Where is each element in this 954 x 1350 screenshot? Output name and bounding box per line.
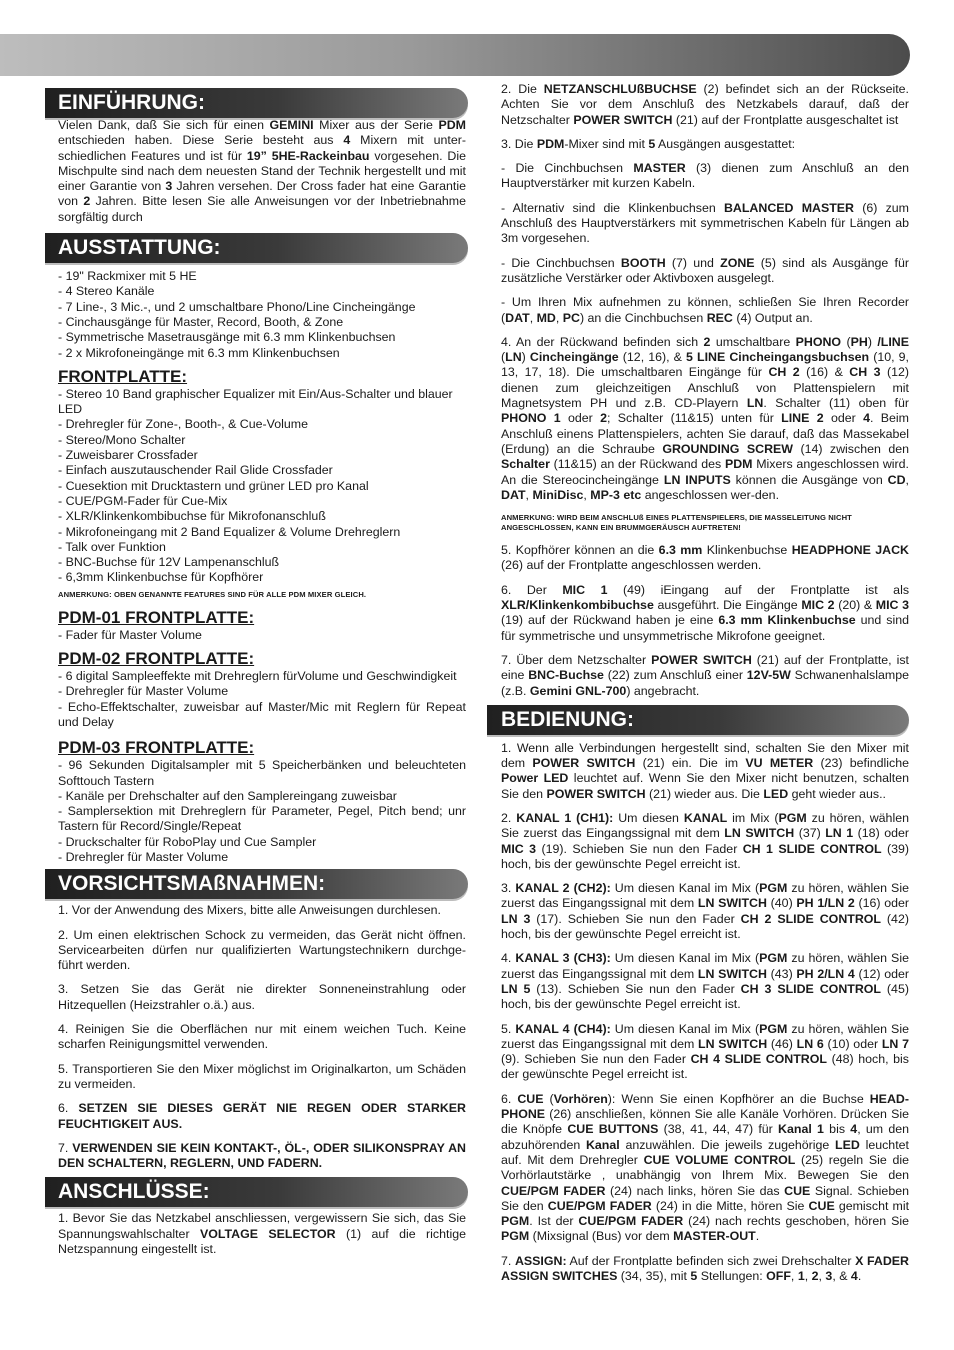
paragraph: 5. Kopfhörer können an die 6.3 mm Klinkenbuchse HEADPHONE JACK (26) auf der Frontplatte angeschlossen werden. bbox=[501, 543, 909, 573]
list-item: - 2 x Mikrofoneingänge mit 6.3 mm Klinkenbuchsen bbox=[58, 345, 340, 360]
section-heading-vorsicht: VORSICHTSMAßNAHMEN: bbox=[45, 869, 468, 899]
bold-text: PH 1/LN 2 bbox=[796, 896, 855, 911]
bold-text: LN 5 bbox=[501, 981, 531, 996]
bold-text: PGM bbox=[759, 951, 788, 966]
bold-text: CUE bbox=[784, 1183, 811, 1198]
list-item: - Symmetrische Masetrausgänge mit 6.3 mm Klinkenbuchsen bbox=[58, 330, 396, 345]
bold-text: LN SWITCH bbox=[698, 1036, 768, 1051]
subheading-pdm02: PDM-02 FRONTPLATTE: bbox=[58, 649, 255, 669]
list-item: - 6 digital Sampleeffekte mit Drehreglern fürVolume und Geschwindigkeit bbox=[58, 669, 457, 684]
bold-text: 3 bbox=[825, 1269, 833, 1283]
bold-text: Gemini GNL-700 bbox=[529, 683, 627, 698]
paragraph: 6. CUE (Vorhören): Wenn Sie einen Kopfhörer an die Buchse HEAD-PHONE (26) anschließen, können Sie alle Kanäle Vorhören. Drücken Sie die Knöpfe CUE BUTTONS (38, 41, 44, 47) für Kanal 1 bis 4, um den abzuhörenden Kanal anzuwählen. Die jeweils zugehörige LED leuchtet auf. Mit dem Drehregler CUE VOLUME CONTROL (25) regeln Sie die Vorhörlautstärke , unabhängig von Ihrem Mix. Bewegen Sie den CUE/PGM FADER (24) nach links, hören Sie das CUE Signal. Schieben Sie den CUE/PGM FADER (24) in die Mitte, hören Sie CUE gemischt mit PGM. Ist der CUE/PGM FADER (24) nach rechts geschoben, hören Sie PGM (Mixsignal (Bus) vor dem MASTER-OUT. bbox=[501, 1091, 910, 1244]
subheading-frontplatte: FRONTPLATTE: bbox=[58, 366, 188, 386]
bold-text: PC bbox=[562, 310, 580, 325]
bold-text: MP-3 etc bbox=[590, 487, 642, 502]
list-item: - Stereo/Mono Schalter bbox=[58, 432, 186, 447]
pdm02-list bbox=[58, 669, 466, 730]
bold-text: NETZANSCHLUßBUCHSE bbox=[543, 82, 697, 96]
bold-text: LN 1 bbox=[825, 826, 854, 841]
bold-text: Cincheingänge bbox=[529, 350, 619, 365]
bold-text: X FADER ASSIGN SWITCHES bbox=[501, 1253, 910, 1283]
paragraph: 1. Bevor Sie das Netzkabel anschliessen, vergewissern Sie sich, das Sie Spannungswahlschalter VOLTAGE SELECTOR (1) auf die richtige Netzspannung eingestellt ist. bbox=[58, 1211, 466, 1257]
bold-text: PDM bbox=[536, 136, 565, 151]
bold-text: CH 3 SLIDE CONTROL bbox=[740, 981, 881, 996]
list-item: - 4 Stereo Kanäle bbox=[58, 284, 155, 299]
anschluesse-cont-paragraphs bbox=[501, 82, 909, 503]
bold-text: PHONO bbox=[795, 334, 842, 349]
bold-text: GEMINI bbox=[269, 118, 314, 132]
vorsicht-paragraphs bbox=[58, 903, 466, 1171]
bold-text: CH 3 bbox=[849, 365, 881, 380]
paragraph: 3. KANAL 2 (CH2): Um diesen Kanal im Mix (PGM zu hören, wählen Sie zuerst das Eingangssignal mit dem LN SWITCH (40) PH 1/LN 2 (16) oder LN 3 (17). Schieben Sie nun den Fader CH 2 SLIDE CONTROL (42) hoch, bis der gewünschte Pegel erreicht ist. bbox=[501, 881, 909, 942]
bold-text: 5 bbox=[648, 136, 656, 151]
paragraph: 4. An der Rückwand befinden sich 2 umschaltbare PHONO (PH) /LINE (LN) Cincheingänge (12, 16), & 5 LINE Cincheingangsbuchsen (10, 9, 13, 17, 18). Die umschaltbaren Eingänge für CH 2 (16) & CH 3 (12) dienen zum gleichzeitigen Anschluß von Plattenspielern mit Magnetsystem PH und z.B. CD-Playern LN. Schalter (11) oben für PHONO 1 oder 2; Schalter (11&15) unten für LINE 2 oder 4. Beim Anschluß einens Plattenspielers, achten Sie darauf, daß das Massekabel (Erdung) an die Schraube GROUNDING SCREW (14) zwischen den Schalter (11&15) an der Rückwand des PDM Mixers angeschlossen wird. An die Stereocincheingänge LN INPUTS können die Ausgänge von CD, DAT, MiniDisc, MP-3 etc angeschlossen wer-den. bbox=[501, 334, 910, 502]
bold-text: PGM bbox=[501, 1229, 530, 1244]
bold-text: 4 bbox=[850, 1122, 858, 1137]
paragraph: 2. Die NETZANSCHLUßBUCHSE (2) befindet sich an der Rückseite. Achten Sie vor dem Anschluß des Netzkabels darauf, daß der Netzschalter POWER SWITCH (21) auf der Frontplatte ausgeschaltet ist bbox=[501, 82, 910, 127]
paragraph: 2. KANAL 1 (CH1): Um diesen KANAL im Mix (PGM zu hören, wählen Sie zuerst das Eingangssignal mit dem LN SWITCH (37) LN 1 (18) oder MIC 3 (19). Schieben Sie nun den Fader CH 1 SLIDE CONTROL (39) hoch, bis der gewünschte Pegel erreicht ist. bbox=[501, 810, 909, 871]
bold-text: PGM bbox=[759, 1021, 788, 1036]
bold-text: CH 2 SLIDE CONTROL bbox=[740, 911, 881, 926]
bold-text: Power LED bbox=[501, 771, 569, 786]
paragraph: 1. Vor der Anwendung des Mixers, bitte alle Anweisungen durchlesen. bbox=[58, 903, 441, 918]
bold-text: BNC-Buchse bbox=[528, 668, 604, 683]
bold-text: CH 2 bbox=[768, 365, 800, 380]
bold-text: MD bbox=[536, 310, 556, 325]
bold-text: GROUNDING SCREW bbox=[662, 441, 793, 456]
bold-text: 2 bbox=[811, 1269, 819, 1283]
bold-text: 5 bbox=[690, 1269, 698, 1283]
bold-text: KANAL 3 (CH3): bbox=[515, 951, 611, 966]
pdm03-list bbox=[58, 758, 466, 865]
bold-text: LED bbox=[835, 1137, 860, 1152]
bold-text: OFF bbox=[766, 1269, 791, 1283]
bold-text: CUE BUTTONS bbox=[567, 1122, 659, 1137]
bold-text: PGM bbox=[759, 881, 788, 896]
bold-text: KANAL 2 (CH2): bbox=[515, 881, 611, 896]
bold-text: CUE bbox=[808, 1198, 835, 1213]
list-item: - CUE/PGM-Fader für Cue-Mix bbox=[58, 493, 228, 508]
bold-text: 2 bbox=[83, 194, 91, 209]
bold-text: BOOTH bbox=[620, 255, 666, 270]
left-column bbox=[58, 88, 466, 1257]
bold-text: 3 bbox=[165, 179, 173, 194]
section-heading-bedienung: BEDIENUNG: bbox=[487, 705, 909, 735]
bold-text: MIC 3 bbox=[875, 598, 909, 613]
bold-text: CUE/PGM FADER bbox=[501, 1183, 606, 1198]
list-item: - XLR/Klinkenkombibuchse für Mikrofonanschluß bbox=[58, 509, 326, 524]
paragraph: 6. SETZEN SIE DIESES GERÄT NIE REGEN ODER STARKER FEUCHTIGKEIT AUS. bbox=[58, 1101, 467, 1131]
bold-text: 12V-5W bbox=[746, 668, 791, 683]
bold-text: LN SWITCH bbox=[697, 966, 767, 981]
frontplatte-note: ANMERKUNG: OBEN GENANNTE FEATURES SIND FÜR ALLE PDM MIXER GLEICH. bbox=[58, 589, 367, 599]
paragraph: - Um Ihren Mix aufnehmen zu können, schließen Sie Ihren Recorder (DAT, MD, PC) an die Cinchbuchsen REC (4) Output an. bbox=[501, 295, 909, 325]
list-item: - Einfach auszutauschender Rail Glide Crossfader bbox=[58, 463, 333, 478]
bold-text: CUE VOLUME CONTROL bbox=[643, 1152, 796, 1167]
bold-text: CUE/PGM FADER bbox=[578, 1214, 684, 1229]
bold-text: REC bbox=[706, 310, 733, 325]
bold-text: LN SWITCH bbox=[697, 896, 767, 911]
bold-text: Schalter bbox=[501, 457, 550, 472]
bold-text: PH 2/LN 4 bbox=[796, 966, 855, 981]
list-item: - 96 Sekunden Digitalsampler mit 5 Speicherbänken und beleuchteten Softtouch Tastern bbox=[58, 758, 466, 788]
paragraph: 7. VERWENDEN SIE KEIN KONTAKT-, ÖL-, ODER SILIKONSPRAY AN DEN SCHALTERN, REGLERN, UND FADERN. bbox=[58, 1140, 466, 1171]
bold-text: ASSIGN: bbox=[514, 1253, 567, 1268]
bold-text: PH bbox=[850, 334, 868, 349]
bold-text: POWER SWITCH bbox=[573, 112, 673, 127]
list-item: - Mikrofoneingang mit 2 Band Equalizer & Volume Drehreglern bbox=[58, 524, 401, 539]
bold-text: 2 bbox=[600, 411, 608, 426]
list-item: - Drehregler für Master Volume bbox=[58, 684, 229, 699]
bold-text: LN 7 bbox=[881, 1036, 909, 1051]
paragraph: 3. Die PDM-Mixer sind mit 5 Ausgängen ausgestattet: bbox=[501, 136, 796, 151]
bold-text: DAT bbox=[505, 310, 530, 325]
bold-text: LN 3 bbox=[501, 911, 531, 926]
bold-text: VOLTAGE SELECTOR bbox=[199, 1226, 336, 1241]
list-item: - Fader für Master Volume bbox=[58, 627, 202, 642]
bold-text: 1 bbox=[797, 1269, 805, 1283]
list-item: - 7 Line-, 3 Mic.-, und 2 umschaltbare Phono/Line Cincheingänge bbox=[58, 299, 416, 314]
paragraph: 5. Transportieren Sie den Mixer möglichst im Originalkarton, um Schäden zu vermeiden. bbox=[58, 1061, 466, 1091]
bold-text: 4 bbox=[850, 1269, 858, 1283]
bold-text: 4 bbox=[343, 133, 351, 148]
paragraph: 7. Über dem Netzschalter POWER SWITCH (21) auf der Frontplatte, ist eine BNC-Buchse (22) zum Anschluß einer 12V-5W Schwanenhalslampe (z.B. Gemini GNL-700) angebracht. bbox=[501, 652, 909, 698]
bold-text: DAT bbox=[501, 487, 526, 502]
bold-text: LN bbox=[505, 350, 522, 365]
list-item: - Cuesektion mit Drucktastern und grüner LED pro Kanal bbox=[58, 478, 369, 493]
paragraph: - Die Cinchbuchsen MASTER (3) dienen zum Anschluß an den Hauptverstärker mit kurzen Kabeln. bbox=[501, 161, 909, 191]
bold-text: POWER SWITCH bbox=[651, 652, 752, 667]
bold-text: HEAD-PHONE bbox=[501, 1091, 909, 1122]
bold-text: LN bbox=[746, 396, 764, 411]
bold-text: KANAL 1 (CH1): bbox=[516, 810, 614, 825]
paragraph: 7. ASSIGN: Auf der Frontplatte befinden sich zwei Drehschalter X FADER ASSIGN SWITCHES (34, 35), mit 5 Stellungen: OFF, 1, 2, 3, & 4. bbox=[501, 1253, 910, 1283]
bold-text: 6.3 mm bbox=[658, 543, 703, 558]
frontplatte-list bbox=[58, 387, 466, 586]
list-item: - 6,3mm Klinkenbuchse für Kopfhörer bbox=[58, 570, 264, 585]
list-item: - Echo-Effektschalter, zuweisbar auf Master/Mic mit Reglern für Repeat und Delay bbox=[58, 699, 466, 729]
bedienung-paragraphs bbox=[501, 741, 909, 1285]
bold-text: Kanal bbox=[585, 1137, 620, 1152]
anschluesse-paragraphs bbox=[58, 1211, 466, 1257]
bold-text: 2 bbox=[703, 334, 711, 349]
bold-text: MiniDisc bbox=[532, 487, 584, 502]
list-item: - BNC-Buchse für 12V Lampenanschluß bbox=[58, 555, 280, 570]
bold-text: PGM bbox=[501, 1214, 530, 1229]
bold-text: CUE bbox=[517, 1091, 544, 1106]
bold-text: CH 1 SLIDE CONTROL bbox=[742, 841, 882, 856]
bold-text: 6.3 mm Klinkenbuchse bbox=[718, 613, 856, 628]
pdm01-list bbox=[58, 628, 466, 643]
list-item: - Samplersektion mit Drehreglern für Parameter, Pegel, Pitch bend; unr Tastern für Record/Single/Repeat bbox=[58, 804, 466, 834]
header-bar bbox=[0, 34, 910, 76]
bold-text: PGM bbox=[778, 810, 807, 825]
bold-text: LINE 2 bbox=[781, 411, 824, 426]
subheading-pdm01: PDM-01 FRONTPLATTE: bbox=[58, 607, 255, 627]
bold-text: POWER SWITCH bbox=[532, 756, 636, 771]
section-heading-einfuehrung: EINFÜHRUNG: bbox=[45, 88, 468, 118]
list-item: - Talk over Funktion bbox=[58, 539, 166, 554]
bold-text: KANAL bbox=[683, 810, 728, 825]
paragraph: 4. KANAL 3 (CH3): Um diesen Kanal im Mix (PGM zu hören, wählen Sie zuerst das Eingangssignal mit dem LN SWITCH (43) PH 2/LN 4 (12) oder LN 5 (13). Schieben Sie nun den Fader CH 3 SLIDE CONTROL (45) hoch, bis der gewünschte Pegel erreicht ist. bbox=[501, 951, 909, 1012]
bold-text: 5 LINE Cincheingangsbuchsen bbox=[686, 350, 870, 365]
list-item: - Zuweisbarer Crossfader bbox=[58, 448, 198, 463]
intro-text: Vielen Dank, daß Sie sich für einen GEMINI Mixer aus der Serie PDM entschieden haben. Diese Serie besteht aus 4 Mixern mit unter-schiedlichen Features und ist für 19” 5HE-Rackeinbau vorgesehen. Die Mischpulte sind nach dem neuesten Stand der Technik hergestellt und mit einer Garantie von 3 Jahren versehen. Der Cross fader hat eine Garantie von 2 Jahren. Bitte lesen Sie alle Anweisungen vor der Inbetriebnahme sorgfältig durch bbox=[58, 118, 467, 224]
paragraph: 4. Reinigen Sie die Oberflächen nur mit einem weichen Tuch. Keine scharfen Reinigungsmittel verwenden. bbox=[58, 1022, 466, 1052]
bold-text: HEADPHONE JACK bbox=[791, 543, 909, 558]
ausstattung-list bbox=[58, 269, 466, 361]
paragraph: 2. Um einen elektrischen Schock zu vermeiden, das Gerät nicht öffnen. Servicearbeiten dürfen nur qualifizierten Wartungstechnikern durchge-führt werden. bbox=[58, 927, 466, 973]
bold-text: MIC 1 bbox=[562, 582, 608, 597]
bold-text: SETZEN SIE DIESES GERÄT NIE REGEN ODER STARKER FEUCHTIGKEIT AUS. bbox=[58, 1101, 467, 1131]
bold-text: LN SWITCH bbox=[724, 826, 795, 841]
bold-text: CUE/PGM FADER bbox=[547, 1198, 652, 1213]
bold-text: BALANCED MASTER bbox=[723, 200, 855, 215]
bold-text: VU METER bbox=[745, 756, 814, 771]
anschluesse-cont2-paragraphs bbox=[501, 543, 909, 699]
paragraph: 3. Setzen Sie das Gerät nie direkter Sonneneinstrahlung oder Hitzequellen (Heizstrahler o.ä.) aus. bbox=[58, 982, 466, 1012]
bold-text: MASTER-OUT bbox=[673, 1229, 756, 1244]
bold-text: PHONO 1 bbox=[501, 411, 561, 426]
list-item: - Kanäle per Drehschalter auf den Samplereingang zuweisbar bbox=[58, 788, 397, 803]
list-item: - 19" Rackmixer mit 5 HE bbox=[58, 269, 197, 284]
section-heading-anschluesse: ANSCHLÜSSE: bbox=[45, 1177, 468, 1207]
right-column bbox=[501, 82, 909, 1284]
list-item: - Stereo 10 Band graphischer Equalizer mit Ein/Aus-Schalter und blauer LED bbox=[58, 386, 453, 417]
list-item: - Cinchausgänge für Master, Record, Booth, & Zone bbox=[58, 314, 344, 329]
subheading-pdm03: PDM-03 FRONTPLATTE: bbox=[58, 738, 255, 758]
paragraph: - Alternativ sind die Klinkenbuchsen BALANCED MASTER (6) zum Anschluß des Hauptverstärkers mit symmetrischen Kabeln für Längen ab 3m vorgesehen. bbox=[501, 200, 910, 246]
bold-text: POWER SWITCH bbox=[546, 786, 646, 801]
bold-text: LN 6 bbox=[796, 1036, 824, 1051]
bold-text: PDM bbox=[438, 118, 466, 132]
paragraph: 6. Der MIC 1 (49) iEingang auf der Frontplatte ist als XLR/Klinkenkombibuchse ausgeführt. Die Eingänge MIC 2 (20) & MIC 3 (19) auf der Rückwand haben je eine 6.3 mm Klinkenbuchse und sind für symmetrische und unsymmetrische Mikrofone geeignet. bbox=[501, 582, 910, 643]
bold-text: MASTER bbox=[633, 161, 686, 176]
paragraph: - Die Cinchbuchsen BOOTH (7) und ZONE (5) sind als Ausgänge für zusätzliche Verstärker oder Aktivboxen ausgelegt. bbox=[501, 255, 909, 285]
bold-text: XLR/Klinkenkombibuchse bbox=[501, 598, 654, 613]
bold-text: /LINE bbox=[877, 334, 910, 349]
bold-text: 19” 5HE-Rackeinbau bbox=[246, 148, 370, 163]
paragraph: 1. Wenn alle Verbindungen hergestellt sind, schalten Sie den Mixer mit dem POWER SWITCH (21) ein. Die im VU METER (23) befindliche Power LED leuchtet auf. Wenn Sie den Mixer nicht benutzen, schalten Sie den POWER SWITCH (21) wieder aus. Die LED geht wieder aus.. bbox=[501, 740, 910, 801]
section-heading-ausstattung: AUSSTATTUNG: bbox=[45, 233, 468, 263]
bold-text: CD bbox=[887, 472, 906, 487]
list-item: - Druckschalter für RoboPlay und Cue Sampler bbox=[58, 834, 317, 849]
bold-text: KANAL 4 (CH4): bbox=[515, 1021, 611, 1036]
bold-text: CH 4 SLIDE CONTROL bbox=[690, 1052, 827, 1067]
bold-text: VERWENDEN SIE KEIN KONTAKT-, ÖL-, ODER SILIKONSPRAY AN DEN SCHALTERN, REGLERN, UND FADERN. bbox=[58, 1140, 466, 1171]
list-item: - Drehregler für Zone-, Booth-, & Cue-Volume bbox=[58, 417, 308, 432]
bold-text: MIC 3 bbox=[501, 841, 537, 856]
plattenspieler-note: ANMERKUNG: WIRD BEIM ANSCHLUß EINES PLATTENSPIELERS, DIE MASSELEITUNG NICHT ANGESCHLOSSEN, KANN EIN BRUMMGERÄUSCH AUFTRETEN! bbox=[501, 513, 852, 533]
bold-text: Vorhören bbox=[553, 1091, 608, 1106]
paragraph: 5. KANAL 4 (CH4): Um diesen Kanal im Mix (PGM zu hören, wählen Sie zuerst das Eingangssignal mit dem LN SWITCH (46) LN 6 (10) oder LN 7 (9). Schieben Sie nun den Fader CH 4 SLIDE CONTROL (48) hoch, bis der gewünschte Pegel erreicht ist. bbox=[501, 1021, 909, 1082]
bold-text: 4 bbox=[863, 411, 870, 426]
bold-text: LN INPUTS bbox=[663, 472, 731, 487]
bold-text: Kanal 1 bbox=[778, 1122, 824, 1137]
bold-text: LED bbox=[763, 786, 789, 801]
bold-text: PDM bbox=[724, 457, 753, 472]
bold-text: ZONE bbox=[720, 255, 755, 270]
list-item: - Drehregler für Master Volume bbox=[58, 849, 229, 864]
bold-text: MIC 2 bbox=[801, 598, 835, 613]
